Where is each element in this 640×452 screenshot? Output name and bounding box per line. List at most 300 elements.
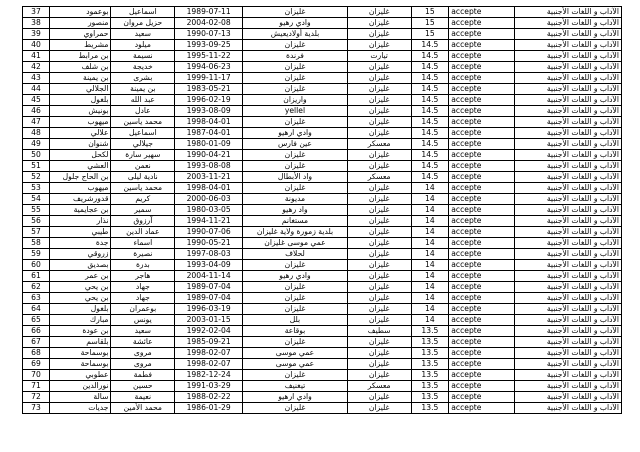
row-number: 67 (23, 337, 50, 348)
wilaya-cell: غليزان (347, 106, 411, 117)
table-row (23, 150, 622, 161)
row-number: 47 (23, 117, 50, 128)
wilaya-cell: تيارت (347, 51, 411, 62)
wilaya-cell: غليزان (347, 183, 411, 194)
wilaya-cell: غليزان (347, 260, 411, 271)
field-cell: الآداب و اللغات الأجنبية (515, 117, 622, 128)
birth-place-cell: غليزان (243, 260, 348, 271)
decision-cell: accepte (449, 370, 515, 381)
field-cell: الآداب و اللغات الأجنبية (515, 183, 622, 194)
score-cell: 14 (411, 304, 449, 315)
first-name-cell: نسيمة (111, 51, 175, 62)
birth-place-cell: غليزان (243, 73, 348, 84)
last-name-cell: الجلالي (49, 84, 111, 95)
table-row (23, 227, 622, 238)
table-row (23, 381, 622, 392)
birth-date-cell: 1980-03-05 (175, 205, 243, 216)
first-name-cell: حزيل مروان (111, 18, 175, 29)
birth-place-cell: فرندة (243, 51, 348, 62)
score-cell: 13.5 (411, 326, 449, 337)
table-row (23, 7, 622, 18)
field-cell: الآداب و اللغات الأجنبية (515, 139, 622, 150)
wilaya-cell: غليزان (347, 84, 411, 95)
table-row (23, 95, 622, 106)
row-number: 54 (23, 194, 50, 205)
birth-place-cell: عمي موسى (243, 359, 348, 370)
birth-date-cell: 1996-02-19 (175, 95, 243, 106)
last-name-cell: بلغول (49, 95, 111, 106)
field-cell: الآداب و اللغات الأجنبية (515, 40, 622, 51)
score-cell: 13.5 (411, 359, 449, 370)
field-cell: الآداب و اللغات الأجنبية (515, 238, 622, 249)
wilaya-cell: غليزان (347, 315, 411, 326)
score-cell: 13.5 (411, 403, 449, 414)
score-cell: 14 (411, 194, 449, 205)
wilaya-cell: غليزان (347, 392, 411, 403)
first-name-cell: نصيرة (111, 249, 175, 260)
first-name-cell: عائشة (111, 337, 175, 348)
decision-cell: accepte (449, 51, 515, 62)
decision-cell: accepte (449, 260, 515, 271)
first-name-cell: محمد ياسين (111, 183, 175, 194)
birth-place-cell: غليزان (243, 7, 348, 18)
first-name-cell: اسماعيل (111, 128, 175, 139)
table-row (23, 128, 622, 139)
birth-place-cell: غليزان (243, 304, 348, 315)
field-cell: الآداب و اللغات الأجنبية (515, 106, 622, 117)
first-name-cell: يونس (111, 315, 175, 326)
birth-place-cell: غليزان (243, 40, 348, 51)
score-cell: 14.5 (411, 51, 449, 62)
first-name-cell: ميلود (111, 40, 175, 51)
row-number: 52 (23, 172, 50, 183)
last-name-cell: لكحل (49, 150, 111, 161)
table-row (23, 139, 622, 150)
score-cell: 15 (411, 7, 449, 18)
table-row (23, 216, 622, 227)
decision-cell: accepte (449, 106, 515, 117)
decision-cell: accepte (449, 271, 515, 282)
birth-place-cell: واريزان (243, 95, 348, 106)
field-cell: الآداب و اللغات الأجنبية (515, 227, 622, 238)
field-cell: الآداب و اللغات الأجنبية (515, 161, 622, 172)
birth-place-cell: غليزان (243, 282, 348, 293)
decision-cell: accepte (449, 40, 515, 51)
row-number: 57 (23, 227, 50, 238)
table-row (23, 392, 622, 403)
field-cell: الآداب و اللغات الأجنبية (515, 194, 622, 205)
birth-date-cell: 1980-01-09 (175, 139, 243, 150)
wilaya-cell: غليزان (347, 304, 411, 315)
decision-cell: accepte (449, 216, 515, 227)
table-row (23, 337, 622, 348)
birth-date-cell: 1993-04-09 (175, 260, 243, 271)
row-number: 50 (23, 150, 50, 161)
field-cell: الآداب و اللغات الأجنبية (515, 29, 622, 40)
wilaya-cell: معسكر (347, 381, 411, 392)
birth-place-cell: غليزان (243, 293, 348, 304)
row-number: 72 (23, 392, 50, 403)
first-name-cell: عبد الله (111, 95, 175, 106)
birth-date-cell: 1993-09-25 (175, 40, 243, 51)
score-cell: 14 (411, 183, 449, 194)
first-name-cell: فطمة (111, 370, 175, 381)
decision-cell: accepte (449, 304, 515, 315)
row-number: 62 (23, 282, 50, 293)
score-cell: 14 (411, 271, 449, 282)
first-name-cell: خديجة (111, 62, 175, 73)
field-cell: الآداب و اللغات الأجنبية (515, 7, 622, 18)
table-row (23, 403, 622, 414)
birth-date-cell: 1986-01-29 (175, 403, 243, 414)
last-name-cell: مشريط (49, 40, 111, 51)
birth-date-cell: 1993-08-08 (175, 161, 243, 172)
last-name-cell: علالي (49, 128, 111, 139)
table-row (23, 73, 622, 84)
score-cell: 15 (411, 29, 449, 40)
birth-place-cell: غليزان (243, 403, 348, 414)
decision-cell: accepte (449, 161, 515, 172)
first-name-cell: سعيد (111, 326, 175, 337)
wilaya-cell: غليزان (347, 282, 411, 293)
table-row (23, 238, 622, 249)
last-name-cell: بلقاسم (49, 337, 111, 348)
table-row (23, 18, 622, 29)
wilaya-cell: غليزان (347, 18, 411, 29)
last-name-cell: منصور (49, 18, 111, 29)
first-name-cell: سعيد (111, 29, 175, 40)
row-number: 44 (23, 84, 50, 95)
row-number: 71 (23, 381, 50, 392)
field-cell: الآداب و اللغات الأجنبية (515, 282, 622, 293)
last-name-cell: شنوان (49, 139, 111, 150)
birth-date-cell: 1993-08-09 (175, 106, 243, 117)
first-name-cell: نعيمة (111, 392, 175, 403)
last-name-cell: بن يمينة (49, 73, 111, 84)
score-cell: 14 (411, 282, 449, 293)
last-name-cell: بن شلف (49, 62, 111, 73)
decision-cell: accepte (449, 348, 515, 359)
row-number: 65 (23, 315, 50, 326)
field-cell: الآداب و اللغات الأجنبية (515, 128, 622, 139)
first-name-cell: سهير سارة (111, 150, 175, 161)
first-name-cell: عادل (111, 106, 175, 117)
field-cell: الآداب و اللغات الأجنبية (515, 18, 622, 29)
first-name-cell: محمد ياسين (111, 117, 175, 128)
field-cell: الآداب و اللغات الأجنبية (515, 216, 622, 227)
wilaya-cell: غليزان (347, 227, 411, 238)
wilaya-cell: غليزان (347, 271, 411, 282)
field-cell: الآداب و اللغات الأجنبية (515, 205, 622, 216)
first-name-cell: جهاد (111, 293, 175, 304)
field-cell: الآداب و اللغات الأجنبية (515, 326, 622, 337)
decision-cell: accepte (449, 337, 515, 348)
field-cell: الآداب و اللغات الأجنبية (515, 337, 622, 348)
birth-place-cell: yellel (243, 106, 348, 117)
birth-date-cell: 1989-07-04 (175, 282, 243, 293)
table-row (23, 370, 622, 381)
score-cell: 14.5 (411, 139, 449, 150)
decision-cell: accepte (449, 183, 515, 194)
score-cell: 14.5 (411, 106, 449, 117)
last-name-cell: جديات (49, 403, 111, 414)
field-cell: الآداب و اللغات الأجنبية (515, 315, 622, 326)
decision-cell: accepte (449, 194, 515, 205)
birth-date-cell: 1998-04-01 (175, 117, 243, 128)
row-number: 70 (23, 370, 50, 381)
row-number: 64 (23, 304, 50, 315)
wilaya-cell: غليزان (347, 403, 411, 414)
table-row (23, 183, 622, 194)
birth-date-cell: 1997-08-03 (175, 249, 243, 260)
decision-cell: accepte (449, 315, 515, 326)
score-cell: 14.5 (411, 117, 449, 128)
last-name-cell: بوسماحة (49, 359, 111, 370)
last-name-cell: بن يحي (49, 282, 111, 293)
last-name-cell: حمراوي (49, 29, 111, 40)
score-cell: 14 (411, 249, 449, 260)
table-row (23, 249, 622, 260)
wilaya-cell: غليزان (347, 216, 411, 227)
birth-date-cell: 1988-02-22 (175, 392, 243, 403)
last-name-cell: بن يحي (49, 293, 111, 304)
field-cell: الآداب و اللغات الأجنبية (515, 403, 622, 414)
table-row (23, 117, 622, 128)
birth-date-cell: 1990-07-06 (175, 227, 243, 238)
decision-cell: accepte (449, 29, 515, 40)
birth-date-cell: 1990-05-21 (175, 238, 243, 249)
birth-date-cell: 1989-07-11 (175, 7, 243, 18)
last-name-cell: عطوبي (49, 370, 111, 381)
birth-date-cell: 2003-11-21 (175, 172, 243, 183)
last-name-cell: مبارك (49, 315, 111, 326)
wilaya-cell: غليزان (347, 128, 411, 139)
first-name-cell: بن يمينة (111, 84, 175, 95)
score-cell: 14.5 (411, 84, 449, 95)
birth-date-cell: 1983-05-21 (175, 84, 243, 95)
birth-place-cell: غليزان (243, 62, 348, 73)
first-name-cell: نعمن (111, 161, 175, 172)
wilaya-cell: غليزان (347, 348, 411, 359)
birth-date-cell: 1990-04-21 (175, 150, 243, 161)
row-number: 46 (23, 106, 50, 117)
birth-place-cell: عين فارس (243, 139, 348, 150)
row-number: 48 (23, 128, 50, 139)
birth-date-cell: 1982-12-24 (175, 370, 243, 381)
wilaya-cell: غليزان (347, 238, 411, 249)
row-number: 38 (23, 18, 50, 29)
field-cell: الآداب و اللغات الأجنبية (515, 51, 622, 62)
wilaya-cell: سطيف (347, 326, 411, 337)
first-name-cell: نادية ليلى (111, 172, 175, 183)
row-number: 51 (23, 161, 50, 172)
birth-date-cell: 2000-06-03 (175, 194, 243, 205)
wilaya-cell: غليزان (347, 337, 411, 348)
wilaya-cell: غليزان (347, 29, 411, 40)
decision-cell: accepte (449, 18, 515, 29)
table-row (23, 359, 622, 370)
wilaya-cell: غليزان (347, 117, 411, 128)
wilaya-cell: غليزان (347, 161, 411, 172)
last-name-cell: سالة (49, 392, 111, 403)
wilaya-cell: معسكر (347, 139, 411, 150)
birth-place-cell: وادي رهيو (243, 271, 348, 282)
birth-place-cell: غليزان (243, 150, 348, 161)
wilaya-cell: غليزان (347, 40, 411, 51)
table-row (23, 194, 622, 205)
birth-place-cell: وادي رهيو (243, 18, 348, 29)
first-name-cell: محمد الأمين (111, 403, 175, 414)
table-row (23, 271, 622, 282)
first-name-cell: بشرى (111, 73, 175, 84)
score-cell: 14 (411, 238, 449, 249)
table-row (23, 62, 622, 73)
last-name-cell: بوعمود (49, 7, 111, 18)
birth-date-cell: 1994-11-21 (175, 216, 243, 227)
candidates-sheet (0, 6, 640, 414)
birth-date-cell: 1998-02-07 (175, 348, 243, 359)
row-number: 60 (23, 260, 50, 271)
birth-place-cell: وادي ارهيو (243, 128, 348, 139)
birth-date-cell: 2004-11-14 (175, 271, 243, 282)
table-row (23, 326, 622, 337)
birth-place-cell: لحلاف (243, 249, 348, 260)
birth-place-cell: واد رهيو (243, 205, 348, 216)
first-name-cell: عماد الدين (111, 227, 175, 238)
last-name-cell: بن الحاج جلول (49, 172, 111, 183)
wilaya-cell: غليزان (347, 205, 411, 216)
field-cell: الآداب و اللغات الأجنبية (515, 370, 622, 381)
row-number: 39 (23, 29, 50, 40)
table-row (23, 315, 622, 326)
decision-cell: accepte (449, 403, 515, 414)
wilaya-cell: غليزان (347, 95, 411, 106)
score-cell: 13.5 (411, 348, 449, 359)
row-number: 56 (23, 216, 50, 227)
row-number: 53 (23, 183, 50, 194)
field-cell: الآداب و اللغات الأجنبية (515, 304, 622, 315)
table-row (23, 106, 622, 117)
field-cell: الآداب و اللغات الأجنبية (515, 348, 622, 359)
score-cell: 15 (411, 18, 449, 29)
decision-cell: accepte (449, 392, 515, 403)
first-name-cell: مروى (111, 348, 175, 359)
score-cell: 13.5 (411, 381, 449, 392)
table-row (23, 348, 622, 359)
field-cell: الآداب و اللغات الأجنبية (515, 150, 622, 161)
first-name-cell: جيلالي (111, 139, 175, 150)
row-number: 40 (23, 40, 50, 51)
birth-date-cell: 1989-07-04 (175, 293, 243, 304)
decision-cell: accepte (449, 95, 515, 106)
row-number: 43 (23, 73, 50, 84)
birth-place-cell: غليزان (243, 370, 348, 381)
first-name-cell: جهاد (111, 282, 175, 293)
field-cell: الآداب و اللغات الأجنبية (515, 95, 622, 106)
last-name-cell: طيبي (49, 227, 111, 238)
decision-cell: accepte (449, 282, 515, 293)
row-number: 42 (23, 62, 50, 73)
score-cell: 14.5 (411, 128, 449, 139)
birth-place-cell: غليزان (243, 84, 348, 95)
birth-date-cell: 2004-02-08 (175, 18, 243, 29)
birth-date-cell: 1985-09-21 (175, 337, 243, 348)
score-cell: 13.5 (411, 370, 449, 381)
wilaya-cell: غليزان (347, 359, 411, 370)
field-cell: الآداب و اللغات الأجنبية (515, 73, 622, 84)
field-cell: الآداب و اللغات الأجنبية (515, 359, 622, 370)
wilaya-cell: غليزان (347, 293, 411, 304)
last-name-cell: بصديق (49, 260, 111, 271)
last-name-cell: زروقي (49, 249, 111, 260)
table-row (23, 282, 622, 293)
last-name-cell: بن مرابط (49, 51, 111, 62)
candidates-table (22, 6, 622, 414)
decision-cell: accepte (449, 172, 515, 183)
birth-place-cell: غليزان (243, 117, 348, 128)
decision-cell: accepte (449, 205, 515, 216)
decision-cell: accepte (449, 62, 515, 73)
field-cell: الآداب و اللغات الأجنبية (515, 62, 622, 73)
decision-cell: accepte (449, 326, 515, 337)
last-name-cell: ميهوب (49, 117, 111, 128)
first-name-cell: آرزوق (111, 216, 175, 227)
birth-date-cell: 1996-03-19 (175, 304, 243, 315)
field-cell: الآداب و اللغات الأجنبية (515, 260, 622, 271)
decision-cell: accepte (449, 117, 515, 128)
table-row (23, 260, 622, 271)
birth-place-cell: بلدية أولاديعيش (243, 29, 348, 40)
row-number: 73 (23, 403, 50, 414)
table-body (23, 7, 622, 414)
birth-date-cell: 1999-11-17 (175, 73, 243, 84)
first-name-cell: حسين (111, 381, 175, 392)
last-name-cell: قدورشريف (49, 194, 111, 205)
decision-cell: accepte (449, 128, 515, 139)
score-cell: 14.5 (411, 172, 449, 183)
score-cell: 14 (411, 205, 449, 216)
row-number: 45 (23, 95, 50, 106)
field-cell: الآداب و اللغات الأجنبية (515, 381, 622, 392)
birth-place-cell: عمي موسى غليزان (243, 238, 348, 249)
last-name-cell: بن عمر (49, 271, 111, 282)
decision-cell: accepte (449, 150, 515, 161)
decision-cell: accepte (449, 84, 515, 95)
birth-date-cell: 2003-01-15 (175, 315, 243, 326)
score-cell: 14.5 (411, 40, 449, 51)
row-number: 41 (23, 51, 50, 62)
field-cell: الآداب و اللغات الأجنبية (515, 392, 622, 403)
last-name-cell: بونيش (49, 106, 111, 117)
table-row (23, 293, 622, 304)
birth-place-cell: غليزان (243, 161, 348, 172)
row-number: 59 (23, 249, 50, 260)
row-number: 66 (23, 326, 50, 337)
decision-cell: accepte (449, 293, 515, 304)
score-cell: 14 (411, 260, 449, 271)
score-cell: 14 (411, 293, 449, 304)
first-name-cell: كريم (111, 194, 175, 205)
wilaya-cell: غليزان (347, 150, 411, 161)
birth-place-cell: بلل (243, 315, 348, 326)
score-cell: 14.5 (411, 95, 449, 106)
decision-cell: accepte (449, 7, 515, 18)
birth-place-cell: غليزان (243, 183, 348, 194)
wilaya-cell: غليزان (347, 62, 411, 73)
birth-place-cell: عمي موسى (243, 348, 348, 359)
table-row (23, 304, 622, 315)
score-cell: 14.5 (411, 150, 449, 161)
